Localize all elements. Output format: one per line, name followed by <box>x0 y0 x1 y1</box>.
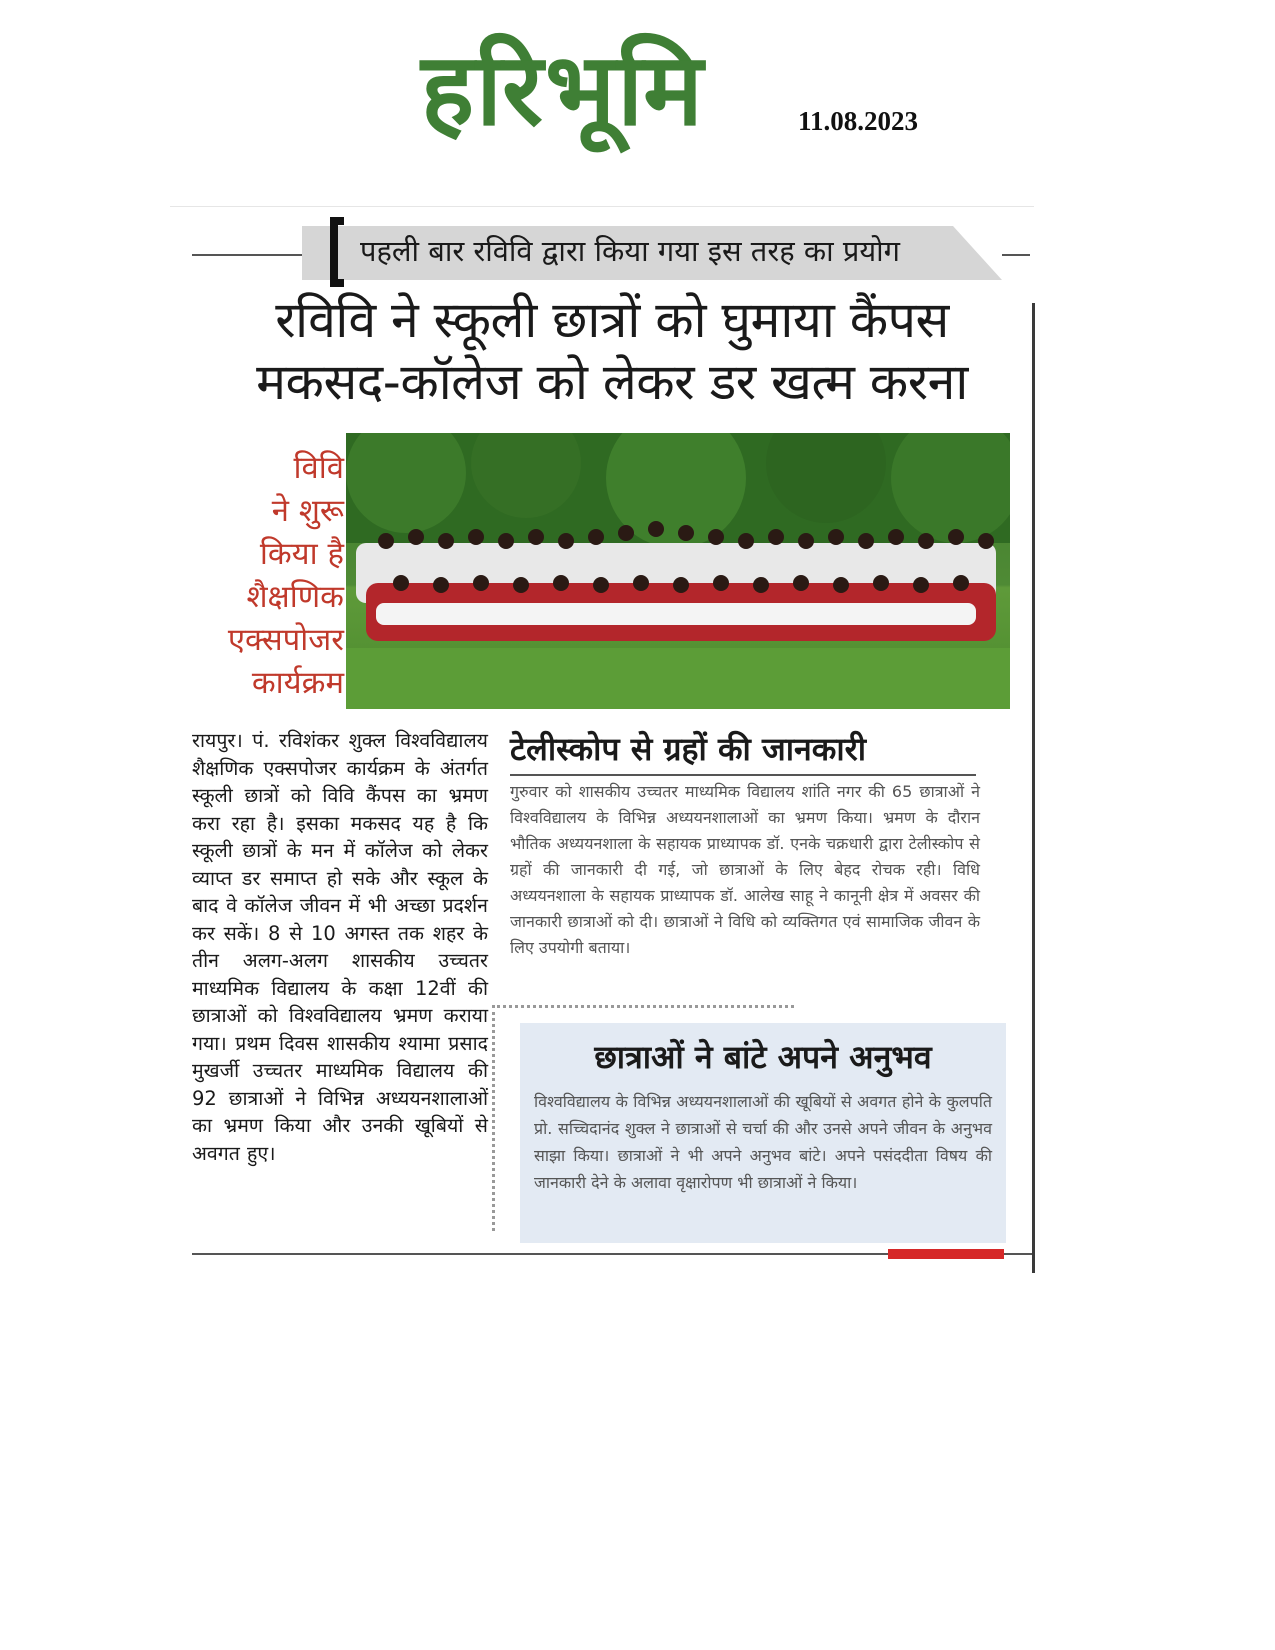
section-telescope-text: गुरुवार को शासकीय उच्चतर माध्यमिक विद्यालय शांति नगर की 65 छात्राओं ने विश्वविद्यालय के विभिन्न अध्ययनशालाओं का भ्रमण किया। भ्रमण के दौरान भौतिक अध्ययनशाला के सहायक प्राध्यापक डॉ. एनके चक्रधारी द्वारा टेलीस्कोप से ग्रहों की जानकारी दी गई, जो छात्राओं के लिए बेहद रोचक रही। विधि अध्ययनशाला के सहायक प्राध्यापक डॉ. आलेख साहू ने कानूनी क्षेत्र में अवसर की जानकारी छात्राओं को दी। छात्राओं ने विधि को व्यक्तिगत एवं सामाजिक जीवन के लिए उपयोगी बताया। <box>510 782 980 957</box>
dotted-divider-vertical <box>492 1005 495 1231</box>
column-rule <box>1032 303 1035 1273</box>
side-deck-line: शैक्षणिक <box>246 579 344 615</box>
side-deck-line: विवि <box>293 450 344 486</box>
section-experience-title: छात्राओं ने बांटे अपने अनुभव <box>594 1038 932 1076</box>
kicker-bracket <box>330 217 344 287</box>
experience-box <box>520 1023 1006 1243</box>
side-deck-line: किया है <box>259 536 344 572</box>
side-deck <box>192 447 344 705</box>
section-telescope-title: टेलीस्कोप से ग्रहों की जानकारी <box>510 727 976 776</box>
article-body: रायपुर। पं. रविशंकर शुक्ल विश्वविद्यालय शैक्षणिक एक्सपोजर कार्यक्रम के अंतर्गत स्कूली छात्रों को विवि कैंपस का भ्रमण करा रहा है। इसका मकसद यह है कि स्कूली छात्रों के मन में कॉलेज को लेकर व्याप्त डर समाप्त हो सके और स्कूल के बाद वे कॉलेज जीवन में भी अच्छा प्रदर्शन कर सकें। 8 से 10 अगस्त तक शहर के तीन अलग-अलग शासकीय उच्चतर माध्यमिक विद्यालय के कक्षा 12वीं की छात्राओं को विश्वविद्यालय भ्रमण कराया गया। प्रथम दिवस शासकीय श्यामा प्रसाद मुखर्जी उच्चतर माध्यमिक विद्यालय की 92 छात्राओं ने विभिन्न अध्ययनशालाओं का भ्रमण किया और उनकी खूबियों से अवगत हुए। <box>192 729 488 1165</box>
red-tab <box>888 1249 1004 1259</box>
side-deck-line: एक्सपोजर <box>227 622 344 658</box>
headline-line-2: मकसद-कॉलेज को लेकर डर खत्म करना <box>256 353 968 411</box>
kicker-text: पहली बार रविवि द्वारा किया गया इस तरह का प्रयोग <box>360 234 900 268</box>
headline-line-1: रविवि ने स्कूली छात्रों को घुमाया कैंपस <box>275 291 949 349</box>
kicker-rule-right <box>1002 254 1030 256</box>
news-clipping <box>170 206 1034 1273</box>
headline <box>192 289 1032 413</box>
dotted-divider-horizontal <box>492 1005 794 1008</box>
publication-date: 11.08.2023 <box>798 106 919 136</box>
group-photo-illustration <box>346 433 1010 709</box>
side-deck-line: कार्यक्रम <box>251 665 344 701</box>
group-photo <box>346 433 1010 709</box>
masthead-logo: हरिभूमि <box>421 31 705 148</box>
section-experience-text: विश्वविद्यालय के विभिन्न अध्ययनशालाओं की खूबियों से अवगत होने के कुलपति प्रो. सच्चिदानंद शुक्ल ने छात्राओं से चर्चा की और उनसे अपने जीवन के अनुभव साझा किया। छात्राओं ने भी अपने अनुभव बांटे। अपने पसंददीता विषय की जानकारी देने के अलावा वृक्षारोपण भी छात्राओं ने किया। <box>534 1092 992 1192</box>
kicker-rule-left <box>192 254 302 256</box>
side-deck-line: ने शुरू <box>271 493 344 529</box>
